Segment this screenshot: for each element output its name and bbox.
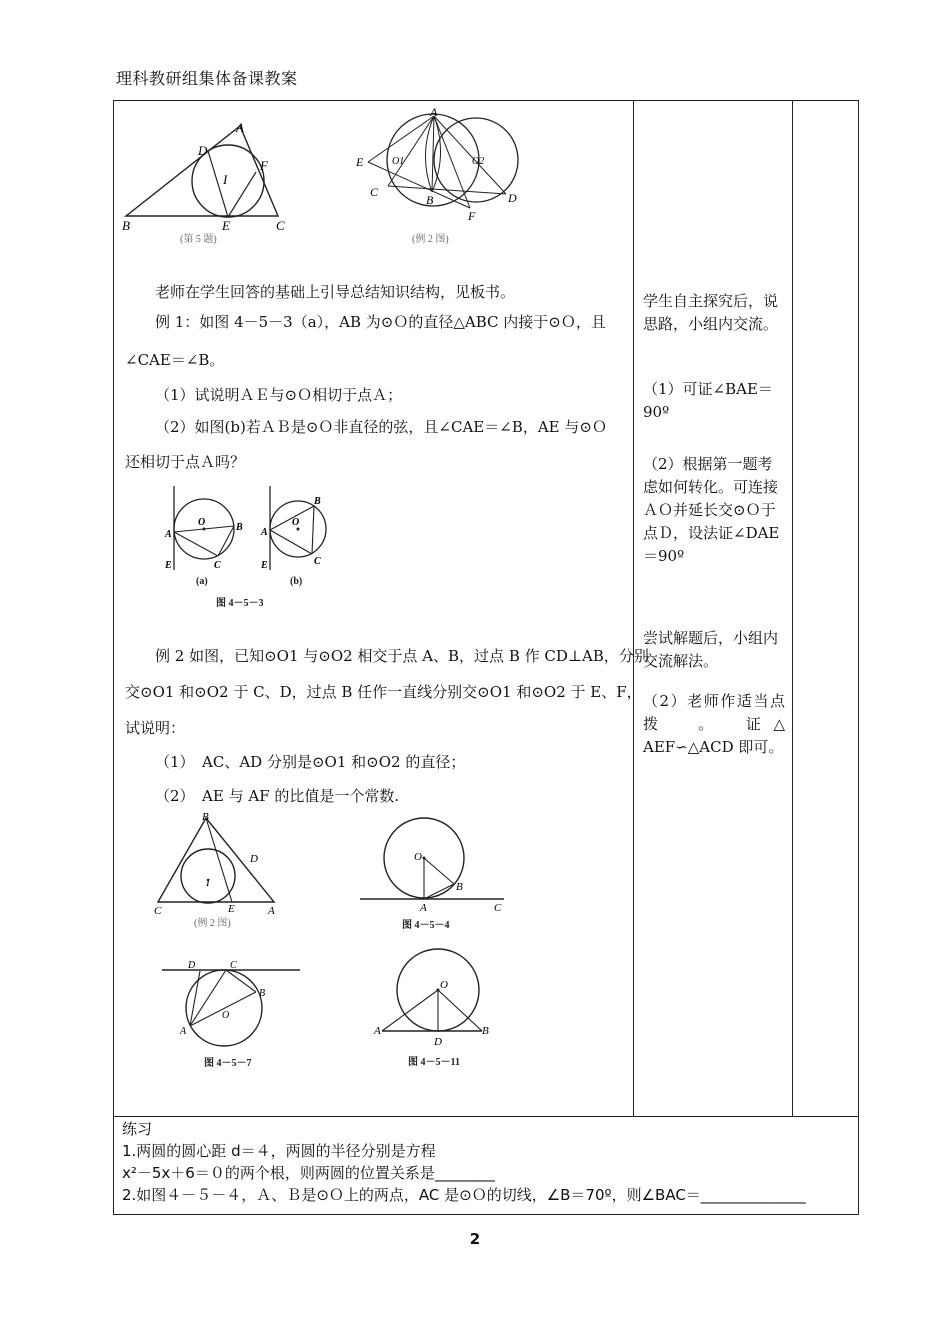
- page-header-title: 理科教研组集体备课教案: [116, 69, 298, 88]
- side-notes-5: [643, 690, 785, 759]
- side-notes-2: [643, 378, 785, 424]
- paragraph-example2-q1: （1） AC、AD 分别是⊙O1 和⊙O2 的直径；: [155, 753, 466, 771]
- paragraph-example1-q2-cont: 还相切于点Ａ吗？: [125, 453, 246, 471]
- figure-caption: 图 4－5－11: [408, 1057, 460, 1068]
- figure-4-5-4: [356, 814, 516, 934]
- figure-caption: 图 4－5－3: [216, 598, 264, 609]
- svg-text:A: A: [261, 527, 268, 538]
- svg-text:C: C: [314, 556, 321, 567]
- label-d: D: [188, 960, 196, 971]
- label-c: C: [154, 905, 162, 917]
- svg-text:E: E: [261, 560, 268, 571]
- svg-text:A: A: [165, 529, 172, 540]
- label-b: B: [482, 1025, 489, 1037]
- paragraph-example2-cont1: 交⊙O1 和⊙O2 于 C、D，过点 B 任作一直线分别交⊙O1 和⊙O2 于 E、F，: [125, 683, 642, 701]
- figure-4-5-11: [368, 948, 518, 1073]
- label-o1: O1: [392, 156, 405, 167]
- paragraph-example2: 例 2 如图，已知⊙O1 与⊙O2 相交于点 A、B，过点 B 作 CD⊥AB，分别: [155, 647, 649, 665]
- side-notes-3: [643, 453, 785, 568]
- label-c: C: [494, 902, 502, 914]
- figure-caption: (例 2 图): [412, 234, 449, 245]
- label-d: D: [198, 143, 208, 158]
- figure-example2-triangle: [150, 810, 290, 930]
- label-b: B: [202, 811, 209, 823]
- label-i: I: [223, 172, 228, 187]
- practice-question-1-cont: x²－5x＋6＝０的两个根，则两圆的位置关系是________: [122, 1164, 495, 1182]
- side-notes: [643, 290, 785, 336]
- paragraph-example2-q2: （2） AE 与 AF 的比值是一个常数.: [155, 787, 400, 805]
- figure-caption: (例 2 图): [194, 918, 231, 929]
- figure-5-incircle: [118, 118, 298, 248]
- column-divider-1: [633, 101, 634, 1116]
- side-note-hint: （2）老师作适当点拨 。 证△ AEF∽△ACD 即可。: [643, 692, 785, 756]
- paragraph-example2-cont2: 试说明：: [125, 719, 186, 737]
- label-f: F: [260, 158, 268, 173]
- label-o: O: [414, 851, 422, 863]
- column-divider-2: [792, 101, 793, 1116]
- label-e: E: [356, 155, 364, 169]
- label-c: C: [230, 960, 237, 971]
- paragraph-example1: 例 1：如图 4－5－3（a），AB 为⊙Ｏ的直径△ABC 内接于⊙Ｏ，且: [155, 313, 606, 331]
- practice-title: 练习: [122, 1120, 153, 1138]
- label-i: I: [206, 877, 210, 889]
- figure-caption: 图 4－5－4: [402, 920, 450, 931]
- label-o2: O2: [472, 156, 485, 167]
- svg-text:C: C: [214, 560, 221, 571]
- label-a: A: [420, 902, 427, 914]
- figure-4-5-7: [152, 958, 312, 1078]
- label-f: F: [468, 209, 476, 223]
- page-number: 2: [469, 1230, 481, 1248]
- practice-question-2: 2.如图４－５－４，Ａ、Ｂ是⊙Ｏ上的两点，AC 是⊙Ｏ的切线，∠B＝70º，则∠BAC＝______________: [122, 1186, 806, 1204]
- practice-section: [122, 1118, 806, 1206]
- label-b: B: [259, 988, 266, 999]
- side-note-try: 尝试解题后，小组内交流解法。: [643, 629, 779, 670]
- svg-text:O: O: [198, 517, 206, 528]
- subfigure-b-label: (b): [290, 576, 303, 587]
- label-o: O: [222, 1010, 230, 1021]
- subfigure-a-label: (a): [196, 576, 208, 587]
- label-d: D: [508, 191, 517, 205]
- label-a: A: [180, 1026, 187, 1037]
- svg-text:B: B: [236, 522, 243, 533]
- label-d: D: [250, 853, 258, 865]
- label-e: E: [222, 218, 230, 233]
- figure-caption: 图 4－5－7: [204, 1058, 252, 1069]
- label-a: A: [374, 1025, 381, 1037]
- paragraph-example1-q2: （2）如图(b)若ＡＢ是⊙Ｏ非直径的弦，且∠CAE＝∠B，AE 与⊙Ｏ: [155, 418, 607, 436]
- label-b: B: [456, 881, 463, 893]
- label-a: A: [430, 108, 438, 119]
- paragraph-summary: 老师在学生回答的基础上引导总结知识结构，见板书。: [155, 283, 516, 301]
- label-d: D: [434, 1036, 442, 1048]
- figure-4-5-3: [160, 484, 340, 612]
- side-note-proof2: （2）根据第一题考虑如何转化。可连接ＡＯ并延长交⊙Ｏ于点Ｄ，设法证∠DAE＝90º: [643, 455, 780, 565]
- label-c: C: [276, 218, 285, 233]
- row-divider: [114, 1116, 858, 1117]
- label-a: A: [268, 905, 275, 917]
- svg-text:E: E: [165, 560, 172, 571]
- label-b: B: [426, 193, 434, 207]
- label-o: O: [440, 979, 448, 991]
- svg-text:B: B: [314, 496, 321, 507]
- side-note-explore: 学生自主探究后，说思路，小组内交流。: [643, 292, 779, 333]
- label-e: E: [228, 903, 235, 915]
- practice-question-1: 1.两圆的圆心距 d＝４，两圆的半径分别是方程: [122, 1142, 436, 1160]
- side-note-proof1: （1）可证∠BAE＝90º: [643, 380, 773, 421]
- paragraph-example1-cont: ∠CAE＝∠B。: [125, 351, 225, 369]
- paragraph-example1-q1: （1）试说明ＡＥ与⊙Ｏ相切于点Ａ；: [155, 386, 403, 404]
- label-c: C: [370, 185, 379, 199]
- label-b: B: [122, 218, 130, 233]
- label-a: A: [236, 120, 244, 135]
- figure-caption: (第 5 题): [180, 234, 217, 245]
- svg-text:O: O: [292, 517, 300, 528]
- side-notes-4: [643, 627, 785, 673]
- figure-example2-two-circles: [348, 108, 528, 248]
